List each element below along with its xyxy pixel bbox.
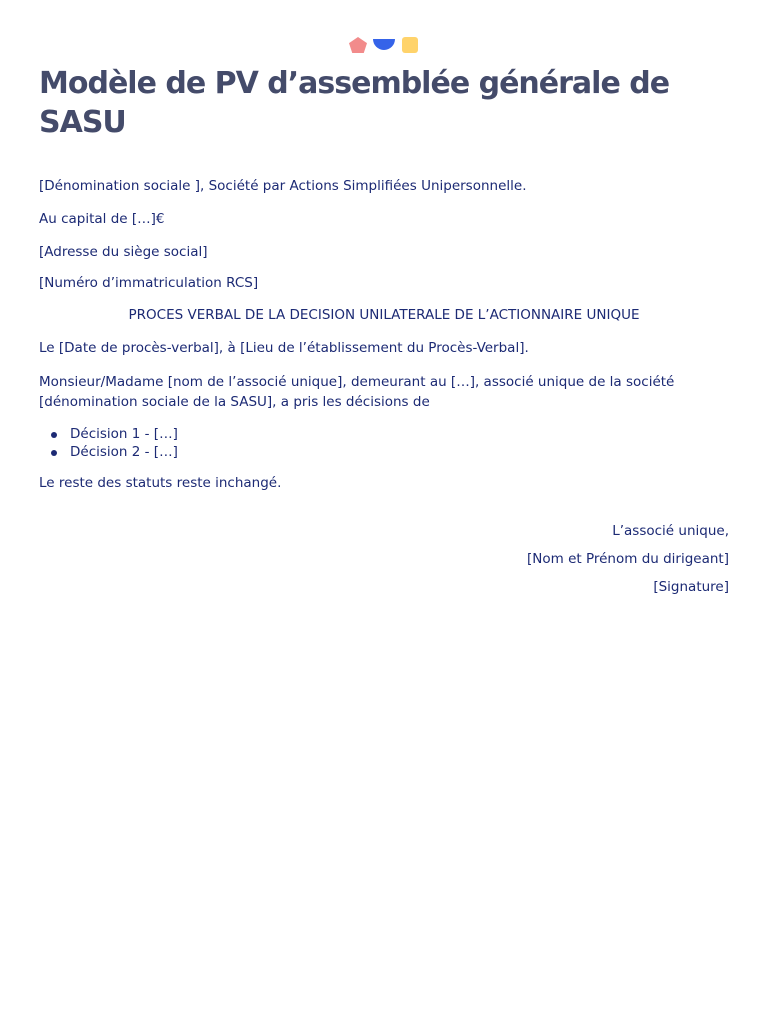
signatory-role: L’associé unique, — [612, 523, 729, 539]
signature-block — [527, 521, 729, 605]
intro-paragraph: Monsieur/Madame [nom de l’associé unique], demeurant au […], associé unique de la société [dénomination sociale de la SASU], a pris les décisions de — [39, 374, 675, 410]
signature-placeholder: [Signature] — [653, 579, 729, 595]
page-title: Modèle de PV d’assemblée générale de SASU — [39, 66, 670, 140]
document-body — [39, 176, 729, 493]
minutes-heading: PROCES VERBAL DE LA DECISION UNILATERALE DE L’ACTIONNAIRE UNIQUE — [128, 307, 640, 323]
list-item: Décision 1 - […] — [39, 425, 729, 443]
company-name-line: [Dénomination sociale ], Société par Actions Simplifiées Unipersonnelle. — [39, 178, 527, 194]
date-place-line: Le [Date de procès-verbal], à [Lieu de l’établissement du Procès-Verbal]. — [39, 340, 529, 356]
rcs-number-line: [Numéro d’immatriculation RCS] — [39, 275, 259, 291]
capital-line: Au capital de […]€ — [39, 211, 165, 227]
pentagon-shape-icon — [349, 37, 367, 53]
half-circle-shape-icon — [373, 39, 395, 50]
brand-logo — [349, 36, 421, 54]
signatory-name: [Nom et Prénom du dirigeant] — [527, 551, 729, 567]
list-item: Décision 2 - […] — [39, 443, 729, 461]
closing-line: Le reste des statuts reste inchangé. — [39, 475, 282, 491]
address-line: [Adresse du siège social] — [39, 244, 208, 260]
decisions-list — [39, 425, 729, 461]
square-shape-icon — [402, 37, 418, 53]
